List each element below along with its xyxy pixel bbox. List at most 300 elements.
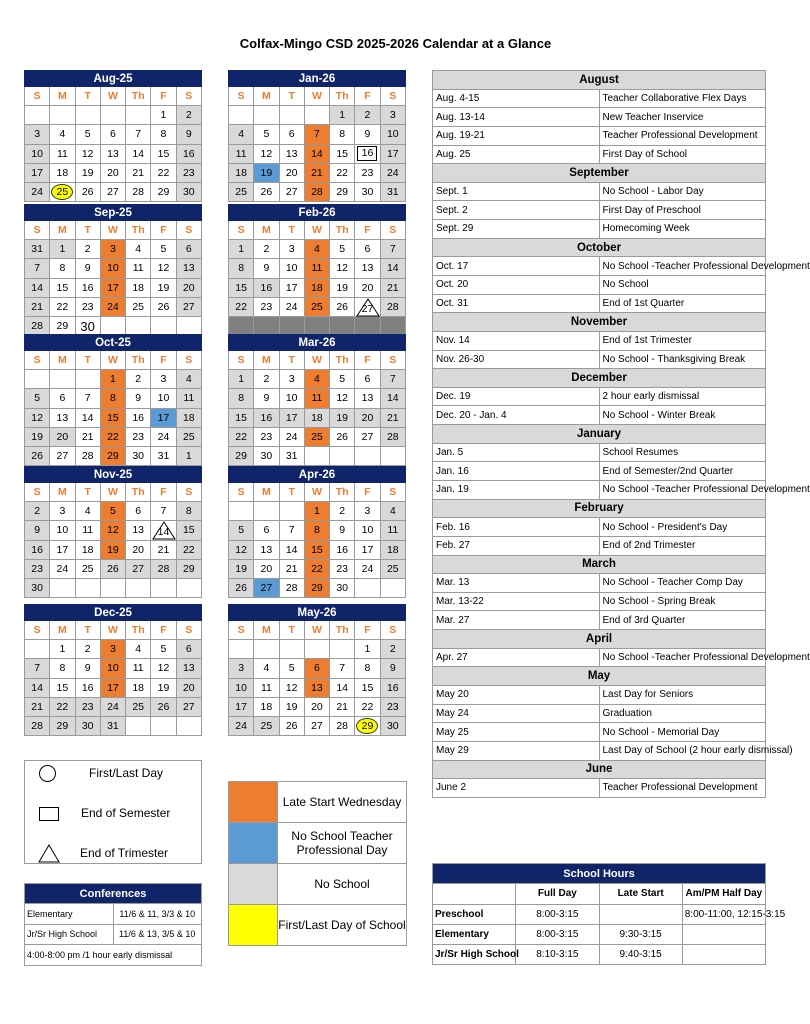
calendar-day xyxy=(355,316,380,335)
event-date: Aug. 4-15 xyxy=(433,89,600,108)
event-description: Graduation xyxy=(599,704,766,723)
event-month-header: September xyxy=(433,164,766,183)
day-of-week-header: W xyxy=(304,221,329,240)
calendar-week xyxy=(229,427,406,446)
event-description: No School -Teacher Professional Development xyxy=(599,257,766,276)
calendar-day: 8 xyxy=(100,389,125,408)
day-of-week-header: M xyxy=(254,483,279,502)
calendar-day: 20 xyxy=(100,163,125,182)
event-description: New Teacher Inservice xyxy=(599,108,766,127)
calendar-day: 7 xyxy=(151,502,176,521)
day-of-week-header: S xyxy=(25,87,50,106)
event-row xyxy=(433,723,766,742)
day-of-week-header: F xyxy=(355,87,380,106)
color-legend-label: No School xyxy=(278,864,407,905)
event-date: Feb. 27 xyxy=(433,536,600,555)
event-date: Sept. 1 xyxy=(433,182,600,201)
calendar-day: 5 xyxy=(151,640,176,659)
calendar-day: 24 xyxy=(279,427,304,446)
calendar-day: 11 xyxy=(75,521,100,540)
conference-level: Elementary xyxy=(25,904,114,925)
calendar-week xyxy=(229,125,406,144)
calendar-week xyxy=(229,278,406,297)
calendar-feb26 xyxy=(228,204,406,336)
calendar-day: 4 xyxy=(304,370,329,389)
calendar-day: 31 xyxy=(380,182,405,201)
calendar-day: 13 xyxy=(279,144,304,163)
calendar-day xyxy=(126,106,151,125)
event-description: Teacher Professional Development xyxy=(599,126,766,145)
calendar-day: 26 xyxy=(229,578,254,597)
event-description: No School - Memorial Day xyxy=(599,723,766,742)
event-row xyxy=(433,518,766,537)
event-description: School Resumes xyxy=(599,443,766,462)
calendar-day: 9 xyxy=(176,125,201,144)
event-row xyxy=(433,145,766,164)
calendar-day: 20 xyxy=(279,163,304,182)
legend-label: End of Semester xyxy=(81,806,171,820)
event-row xyxy=(433,462,766,481)
day-of-week-header: M xyxy=(50,483,75,502)
calendar-day: 2 xyxy=(126,370,151,389)
calendar-day xyxy=(75,370,100,389)
event-row xyxy=(433,108,766,127)
day-of-week-header: Th xyxy=(126,87,151,106)
calendar-day: 28 xyxy=(279,578,304,597)
event-description: No School -Teacher Professional Development xyxy=(599,648,766,667)
day-of-week-header: S xyxy=(25,221,50,240)
event-row xyxy=(433,481,766,500)
calendar-day: 5 xyxy=(254,125,279,144)
day-of-week-header: Th xyxy=(330,621,355,640)
calendar-day: 2 xyxy=(25,502,50,521)
hours-row xyxy=(433,924,766,944)
calendar-day xyxy=(176,716,201,735)
calendar-day: 18 xyxy=(126,278,151,297)
events-list xyxy=(432,70,810,798)
conference-note: 4:00-8:00 pm /1 hour early dismissal xyxy=(25,945,202,966)
calendar-day xyxy=(100,578,125,597)
hours-row xyxy=(433,904,766,924)
day-of-week-header: S xyxy=(380,483,405,502)
calendar-day: 11 xyxy=(254,678,279,697)
event-date: Nov. 14 xyxy=(433,331,600,350)
calendar-day: 27 xyxy=(355,427,380,446)
event-description: End of Semester/2nd Quarter xyxy=(599,462,766,481)
calendar-day xyxy=(75,106,100,125)
hours-time: 8:00-3:15 xyxy=(516,924,599,944)
symbol-legend xyxy=(24,760,202,864)
calendar-week xyxy=(25,125,202,144)
calendar-day: 11 xyxy=(380,521,405,540)
day-of-week-header: F xyxy=(151,483,176,502)
calendar-week xyxy=(229,446,406,465)
day-of-week-header: F xyxy=(355,483,380,502)
event-date: Aug. 19-21 xyxy=(433,126,600,145)
calendar-day: 28 xyxy=(25,316,50,335)
event-month-header: May xyxy=(433,667,766,686)
calendar-day: 9 xyxy=(75,259,100,278)
calendar-day: 20 xyxy=(254,559,279,578)
month-title: May-26 xyxy=(229,605,406,621)
day-of-week-header: S xyxy=(229,621,254,640)
event-date: Jan. 16 xyxy=(433,462,600,481)
calendar-week xyxy=(229,240,406,259)
day-of-week-header: Th xyxy=(126,221,151,240)
day-of-week-header: M xyxy=(50,87,75,106)
calendar-day: 21 xyxy=(126,163,151,182)
event-row xyxy=(433,574,766,593)
event-date: June 2 xyxy=(433,779,600,798)
calendar-day: 31 xyxy=(25,240,50,259)
calendar-day: 1 xyxy=(304,502,329,521)
calendar-day: 25 xyxy=(176,427,201,446)
calendar-day: 6 xyxy=(304,659,329,678)
day-of-week-header: M xyxy=(254,621,279,640)
event-description: End of 2nd Trimester xyxy=(599,536,766,555)
calendar-day: 22 xyxy=(355,697,380,716)
calendar-day: 16 xyxy=(380,678,405,697)
calendar-nov25 xyxy=(24,466,202,598)
event-month-header: April xyxy=(433,630,766,649)
calendar-day xyxy=(50,370,75,389)
conferences-table xyxy=(24,883,202,966)
calendar-day: 22 xyxy=(229,427,254,446)
calendar-day: 3 xyxy=(151,370,176,389)
calendar-day: 10 xyxy=(100,659,125,678)
day-of-week-header: W xyxy=(100,483,125,502)
month-title: Apr-26 xyxy=(229,467,406,483)
calendar-day: 19 xyxy=(229,559,254,578)
event-date: Oct. 17 xyxy=(433,257,600,276)
event-description: No School xyxy=(599,276,766,295)
event-date: Oct. 31 xyxy=(433,294,600,313)
event-description: End of 1st Trimester xyxy=(599,331,766,350)
day-of-week-header: W xyxy=(304,483,329,502)
day-of-week-header: T xyxy=(279,351,304,370)
event-month-header: March xyxy=(433,555,766,574)
calendar-day: 30 xyxy=(75,716,100,735)
calendar-day xyxy=(229,640,254,659)
calendar-day xyxy=(176,578,201,597)
event-month-header: December xyxy=(433,369,766,388)
calendar-day: 30 xyxy=(25,578,50,597)
day-of-week-header: F xyxy=(355,621,380,640)
event-date: Feb. 16 xyxy=(433,518,600,537)
calendar-mar26 xyxy=(228,334,406,466)
calendar-day xyxy=(229,502,254,521)
calendar-day xyxy=(304,446,329,465)
calendar-day: 9 xyxy=(380,659,405,678)
day-of-week-header: Th xyxy=(330,87,355,106)
hours-time xyxy=(682,945,765,965)
calendar-day: 22 xyxy=(330,163,355,182)
calendar-day: 29 xyxy=(100,446,125,465)
conferences-title: Conferences xyxy=(25,884,202,904)
calendar-day: 27 xyxy=(279,182,304,201)
calendar-day: 21 xyxy=(330,697,355,716)
calendar-week xyxy=(25,297,202,316)
calendar-day: 15 xyxy=(50,278,75,297)
calendar-day: 17 xyxy=(151,408,176,427)
calendar-day: 8 xyxy=(50,659,75,678)
calendar-day xyxy=(330,446,355,465)
event-row xyxy=(433,536,766,555)
day-of-week-header: Th xyxy=(330,483,355,502)
event-date: Dec. 20 - Jan. 4 xyxy=(433,406,600,425)
calendar-week xyxy=(229,163,406,182)
event-date: Sept. 2 xyxy=(433,201,600,220)
day-of-week-header: T xyxy=(75,221,100,240)
event-month-header: February xyxy=(433,499,766,518)
day-of-week-header: T xyxy=(75,483,100,502)
event-month-header: November xyxy=(433,313,766,332)
calendar-day: 22 xyxy=(100,427,125,446)
calendar-day: 4 xyxy=(254,659,279,678)
calendar-day: 19 xyxy=(279,697,304,716)
day-of-week-header: F xyxy=(151,221,176,240)
first-last-day-circle: 29 xyxy=(356,718,378,734)
event-description: No School - Winter Break xyxy=(599,406,766,425)
calendar-day xyxy=(176,316,201,335)
calendar-week xyxy=(25,716,202,735)
event-date: Oct. 20 xyxy=(433,276,600,295)
calendar-day: 30 xyxy=(330,578,355,597)
day-of-week-header: Th xyxy=(126,351,151,370)
calendar-day: 16 xyxy=(75,278,100,297)
calendar-week xyxy=(229,540,406,559)
calendar-day: 9 xyxy=(355,125,380,144)
calendar-day: 13 xyxy=(50,408,75,427)
calendar-day: 6 xyxy=(126,502,151,521)
calendar-day: 28 xyxy=(380,297,405,316)
calendar-day: 17 xyxy=(229,697,254,716)
event-description: Teacher Professional Development xyxy=(599,779,766,798)
calendar-day: 3 xyxy=(355,502,380,521)
event-month-header: October xyxy=(433,238,766,257)
calendar-day: 30 xyxy=(254,446,279,465)
calendar-day: 13 xyxy=(254,540,279,559)
calendar-day: 15 xyxy=(330,144,355,163)
calendar-day xyxy=(50,106,75,125)
calendar-sep25 xyxy=(24,204,202,336)
calendar-day: 10 xyxy=(100,259,125,278)
calendar-day xyxy=(279,502,304,521)
event-description: Last Day of School (2 hour early dismissal) xyxy=(599,741,766,760)
calendar-day: 2 xyxy=(75,240,100,259)
calendar-day xyxy=(304,640,329,659)
event-row xyxy=(433,741,766,760)
day-of-week-header: W xyxy=(304,351,329,370)
calendar-day: 3 xyxy=(279,370,304,389)
calendar-day: 21 xyxy=(25,297,50,316)
calendar-week xyxy=(25,240,202,259)
calendar-day: 23 xyxy=(355,163,380,182)
calendar-day xyxy=(100,106,125,125)
calendar-day: 17 xyxy=(50,540,75,559)
calendar-day: 14 xyxy=(380,259,405,278)
day-of-week-header: F xyxy=(355,221,380,240)
calendar-day: 29 xyxy=(330,182,355,201)
calendar-day: 21 xyxy=(304,163,329,182)
calendar-day: 28 xyxy=(380,427,405,446)
calendar-day: 2 xyxy=(75,640,100,659)
calendar-day: 10 xyxy=(229,678,254,697)
calendar-week xyxy=(229,559,406,578)
calendar-day: 2 xyxy=(330,502,355,521)
calendar-day: 18 xyxy=(126,678,151,697)
hours-column-header: Am/PM Half Day xyxy=(682,884,765,904)
calendar-day: 6 xyxy=(50,389,75,408)
calendar-day: 27 xyxy=(176,697,201,716)
calendar-day: 2 xyxy=(176,106,201,125)
calendar-day: 8 xyxy=(229,259,254,278)
page-title: Colfax-Mingo CSD 2025-2026 Calendar at a Glance xyxy=(239,36,552,51)
calendar-day: 15 xyxy=(151,144,176,163)
calendar-day: 14 xyxy=(279,540,304,559)
calendar-day: 26 xyxy=(25,446,50,465)
calendar-day: 21 xyxy=(380,408,405,427)
event-description: 2 hour early dismissal xyxy=(599,387,766,406)
event-description: No School - Teacher Comp Day xyxy=(599,574,766,593)
calendar-dec25 xyxy=(24,604,202,736)
calendar-day: 27 xyxy=(254,578,279,597)
calendar-day: 17 xyxy=(279,408,304,427)
calendar-day: 22 xyxy=(176,540,201,559)
calendar-day: 1 xyxy=(50,240,75,259)
conference-dates: 11/6 & 13, 3/5 & 10 xyxy=(113,924,202,945)
calendar-day: 9 xyxy=(254,389,279,408)
calendar-day xyxy=(330,316,355,335)
calendar-day: 14 xyxy=(330,678,355,697)
calendar-day: 10 xyxy=(380,125,405,144)
calendar-day: 7 xyxy=(126,125,151,144)
calendar-day xyxy=(254,316,279,335)
hours-level: Elementary xyxy=(433,924,516,944)
calendar-day: 18 xyxy=(176,408,201,427)
calendar-day: 10 xyxy=(151,389,176,408)
calendar-day: 5 xyxy=(229,521,254,540)
calendar-day xyxy=(279,106,304,125)
calendar-day: 7 xyxy=(380,240,405,259)
calendar-day: 29 xyxy=(176,559,201,578)
calendar-day: 2 xyxy=(254,370,279,389)
calendar-day: 5 xyxy=(75,125,100,144)
calendar-day: 3 xyxy=(380,106,405,125)
calendar-day: 8 xyxy=(355,659,380,678)
calendar-day: 1 xyxy=(100,370,125,389)
event-row xyxy=(433,685,766,704)
day-of-week-header: F xyxy=(151,87,176,106)
calendar-day: 6 xyxy=(176,240,201,259)
event-month-header: June xyxy=(433,760,766,779)
day-of-week-header: S xyxy=(229,87,254,106)
event-description: No School -Teacher Professional Development xyxy=(599,481,766,500)
day-of-week-header: S xyxy=(176,483,201,502)
calendar-day: 15 xyxy=(229,278,254,297)
calendar-day: 9 xyxy=(254,259,279,278)
triangle-icon xyxy=(38,844,60,863)
calendar-day: 23 xyxy=(254,427,279,446)
event-description: First Day of School xyxy=(599,145,766,164)
legend-first-last-day xyxy=(25,763,201,783)
calendar-day: 24 xyxy=(100,297,125,316)
calendar-day: 20 xyxy=(176,678,201,697)
day-of-week-header: S xyxy=(380,87,405,106)
calendar-apr26 xyxy=(228,466,406,598)
color-legend-label: Late Start Wednesday xyxy=(278,782,407,823)
calendar-week xyxy=(25,259,202,278)
calendar-day: 19 xyxy=(330,408,355,427)
legend-label: End of Trimester xyxy=(80,846,169,860)
calendar-day: 25 xyxy=(254,716,279,735)
calendar-day: 30 xyxy=(176,182,201,201)
calendar-day: 21 xyxy=(380,278,405,297)
event-date: Aug. 13-14 xyxy=(433,108,600,127)
day-of-week-header: W xyxy=(100,621,125,640)
calendar-day xyxy=(380,316,405,335)
day-of-week-header: Th xyxy=(330,351,355,370)
calendar-day xyxy=(126,316,151,335)
day-of-week-header: Th xyxy=(126,483,151,502)
calendar-day: 5 xyxy=(151,240,176,259)
calendar-day: 19 xyxy=(151,278,176,297)
calendar-week xyxy=(25,502,202,521)
gray-swatch xyxy=(229,864,278,905)
calendar-day: 5 xyxy=(100,502,125,521)
calendar-day: 18 xyxy=(229,163,254,182)
conference-row xyxy=(25,924,202,945)
calendar-day: 28 xyxy=(126,182,151,201)
end-of-semester-square: 16 xyxy=(357,146,377,161)
day-of-week-header: S xyxy=(229,221,254,240)
day-of-week-header: M xyxy=(254,87,279,106)
month-title: Mar-26 xyxy=(229,335,406,351)
calendar-day: 21 xyxy=(25,697,50,716)
calendar-day: 18 xyxy=(380,540,405,559)
calendar-day: 3 xyxy=(279,240,304,259)
calendar-day: 4 xyxy=(229,125,254,144)
calendar-day xyxy=(151,578,176,597)
calendar-day: 16 xyxy=(254,408,279,427)
calendar-day: 13 xyxy=(355,259,380,278)
month-title: Jan-26 xyxy=(229,71,406,87)
calendar-week xyxy=(25,446,202,465)
calendar-day: 2 xyxy=(355,106,380,125)
hours-time xyxy=(682,924,765,944)
event-date: Dec. 19 xyxy=(433,387,600,406)
calendar-day: 15 xyxy=(176,521,201,540)
calendar-day: 12 xyxy=(229,540,254,559)
calendar-day: 29 xyxy=(50,716,75,735)
hours-column-header xyxy=(433,884,516,904)
event-row xyxy=(433,182,766,201)
conference-level: Jr/Sr High School xyxy=(25,924,114,945)
event-row xyxy=(433,257,766,276)
calendar-day: 27 xyxy=(100,182,125,201)
calendar-day: 29 xyxy=(50,316,75,335)
calendar-day: 10 xyxy=(279,259,304,278)
calendar-day: 20 xyxy=(355,278,380,297)
calendar-week xyxy=(25,697,202,716)
calendar-week xyxy=(229,408,406,427)
calendar-week xyxy=(229,297,406,316)
calendar-day: 22 xyxy=(50,297,75,316)
conference-row xyxy=(25,904,202,925)
hours-level: Jr/Sr High School xyxy=(433,945,516,965)
event-row xyxy=(433,201,766,220)
event-date: Mar. 13-22 xyxy=(433,592,600,611)
